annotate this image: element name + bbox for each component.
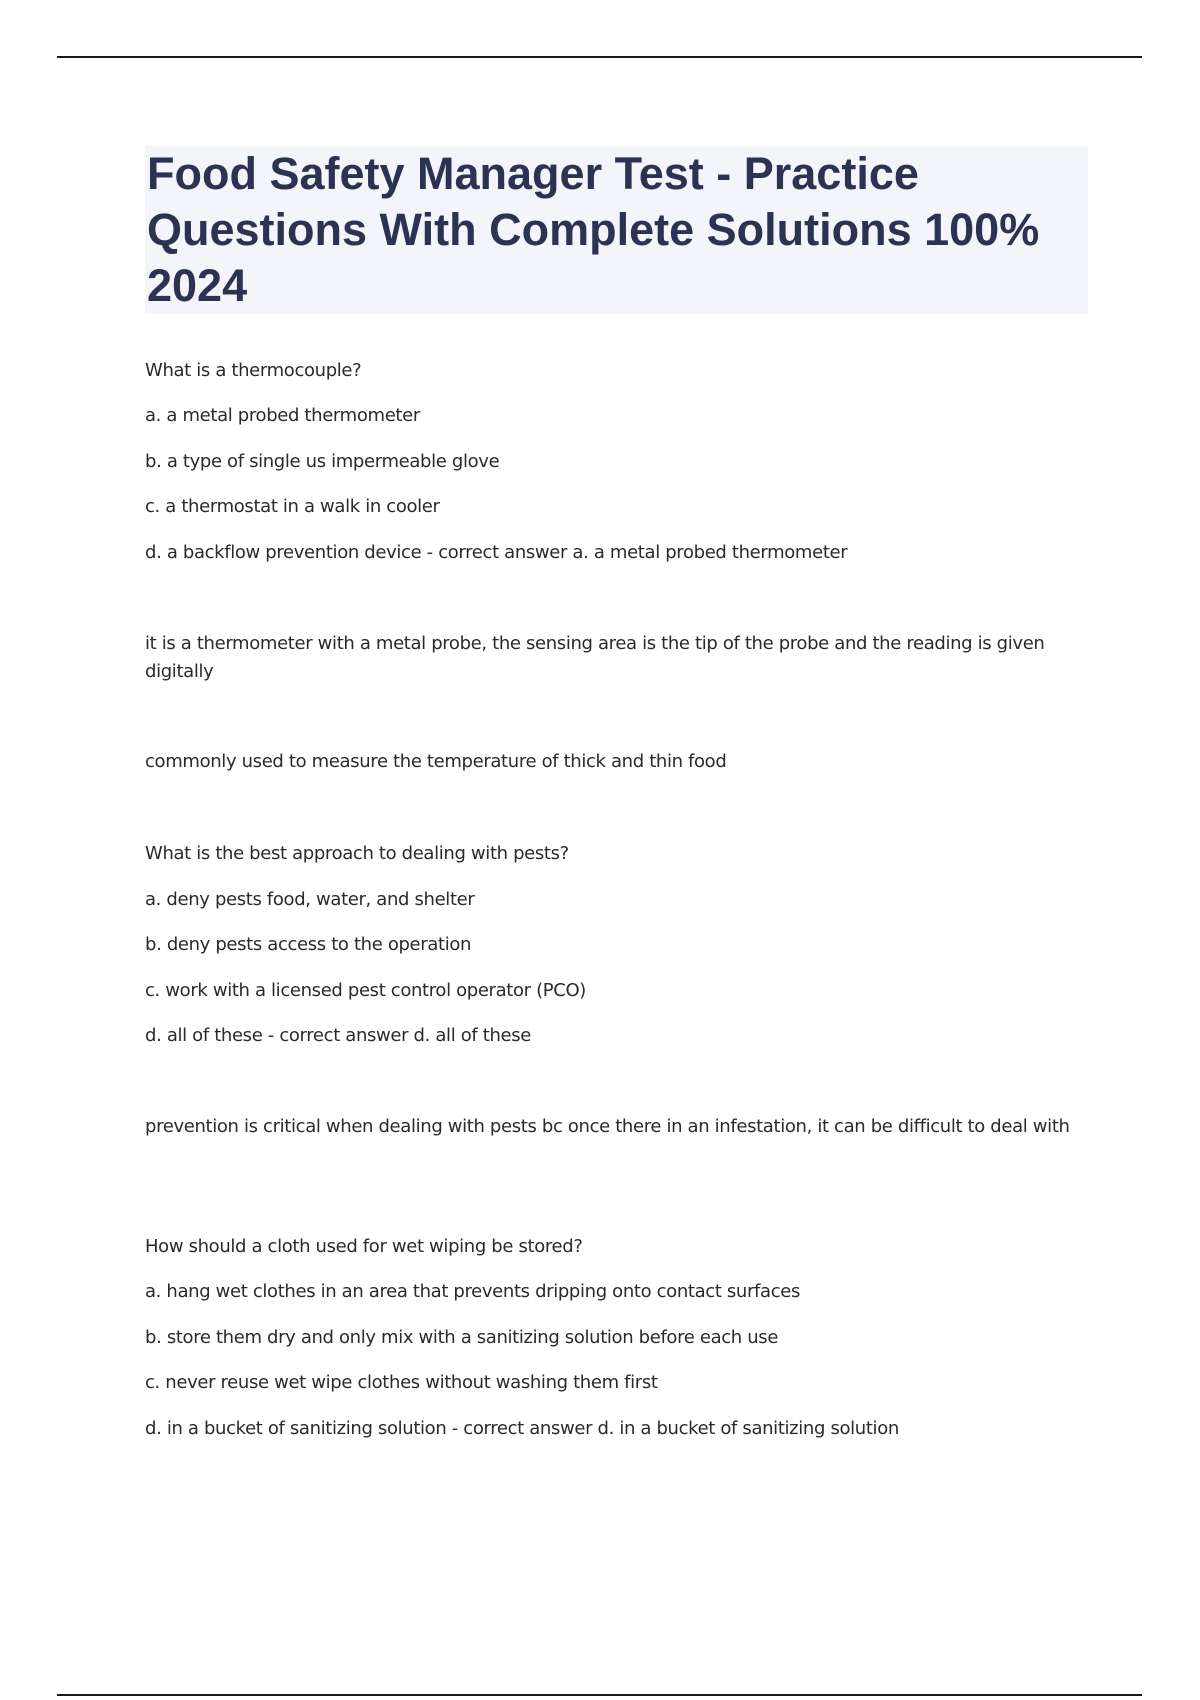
title-banner [145, 146, 1088, 314]
question-1-option-d-answer: d. a backflow prevention device - correct answer a. a metal probed thermometer [145, 542, 848, 563]
question-2-option-a: a. deny pests food, water, and shelter [145, 889, 475, 910]
question-1: What is a thermocouple? [145, 360, 362, 381]
question-3-option-d-answer: d. in a bucket of sanitizing solution - correct answer d. in a bucket of sanitizing solution [145, 1418, 899, 1439]
question-3-option-a: a. hang wet clothes in an area that prevents dripping onto contact surfaces [145, 1281, 800, 1302]
question-1-explanation: it is a thermometer with a metal probe, the sensing area is the tip of the probe and the reading is given digitally [145, 633, 1045, 682]
question-2-option-d-answer: d. all of these - correct answer d. all of these [145, 1025, 531, 1046]
question-3-option-c: c. never reuse wet wipe clothes without washing them first [145, 1372, 658, 1393]
question-1-option-c: c. a thermostat in a walk in cooler [145, 496, 440, 517]
question-1-note: commonly used to measure the temperature of thick and thin food [145, 751, 727, 772]
question-1-option-b: b. a type of single us impermeable glove [145, 451, 500, 472]
question-2: What is the best approach to dealing with pests? [145, 843, 569, 864]
top-rule [57, 56, 1142, 58]
document-title: Food Safety Manager Test - Practice Questions With Complete Solutions 100% 2024 [147, 148, 1040, 311]
question-3-option-b: b. store them dry and only mix with a sanitizing solution before each use [145, 1327, 779, 1348]
question-2-option-b: b. deny pests access to the operation [145, 934, 472, 955]
question-2-explanation: prevention is critical when dealing with pests bc once there in an infestation, it can be difficult to deal with [145, 1116, 1070, 1137]
bottom-rule [57, 1694, 1142, 1696]
question-3: How should a cloth used for wet wiping be stored? [145, 1236, 583, 1257]
question-1-option-a: a. a metal probed thermometer [145, 405, 420, 426]
question-2-option-c: c. work with a licensed pest control operator (PCO) [145, 980, 586, 1001]
